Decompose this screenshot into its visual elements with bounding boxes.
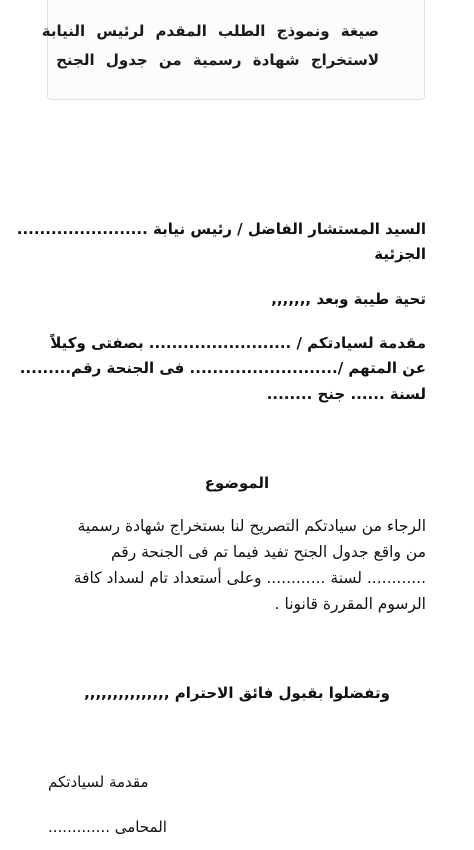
addressee-line-2: الجزئية <box>374 245 426 263</box>
body-line-3: ............ لسنة ............ وعلى أستعداد تام لسداد كافة <box>73 569 426 587</box>
addressee-line-1: السيد المستشار الفاضل / رئيس نيابة ....................... <box>16 220 426 238</box>
document-title-line-1: صيغة ونموذج الطلب المقدم لرئيس النيابة <box>41 22 379 40</box>
document-title-line-2: لاستخراج شهادة رسمية من جدول الجنح <box>56 51 379 69</box>
body-line-1: الرجاء من سيادتكم التصريح لنا بستخراج شهادة رسمية <box>77 517 426 535</box>
intro-line-1: مقدمة لسيادتكم / ......................... بصفتى وكيلاً <box>50 334 426 352</box>
intro-line-3: لسنة ...... جنح ........ <box>266 385 426 403</box>
intro-line-2: عن المتهم /.......................... فى الجنحة رقم......... <box>19 359 426 377</box>
closing-line: وتفضلوا بقبول فائق الاحترام ,,,,,,,,,,,,,,, <box>84 684 390 702</box>
greeting: تحية طيبة وبعد ,,,,,,, <box>271 290 426 308</box>
body-line-2: من واقع جدول الجنح تفيد فيما تم فى الجنحة رقم <box>110 543 426 561</box>
signature-line-1: مقدمة لسيادتكم <box>48 773 149 791</box>
signature-line-2: المحامى ............. <box>48 818 167 836</box>
title-box <box>41 0 425 100</box>
body-line-4: الرسوم المقررة قانونا . <box>274 595 426 613</box>
subject-heading: الموضوع <box>204 474 270 492</box>
